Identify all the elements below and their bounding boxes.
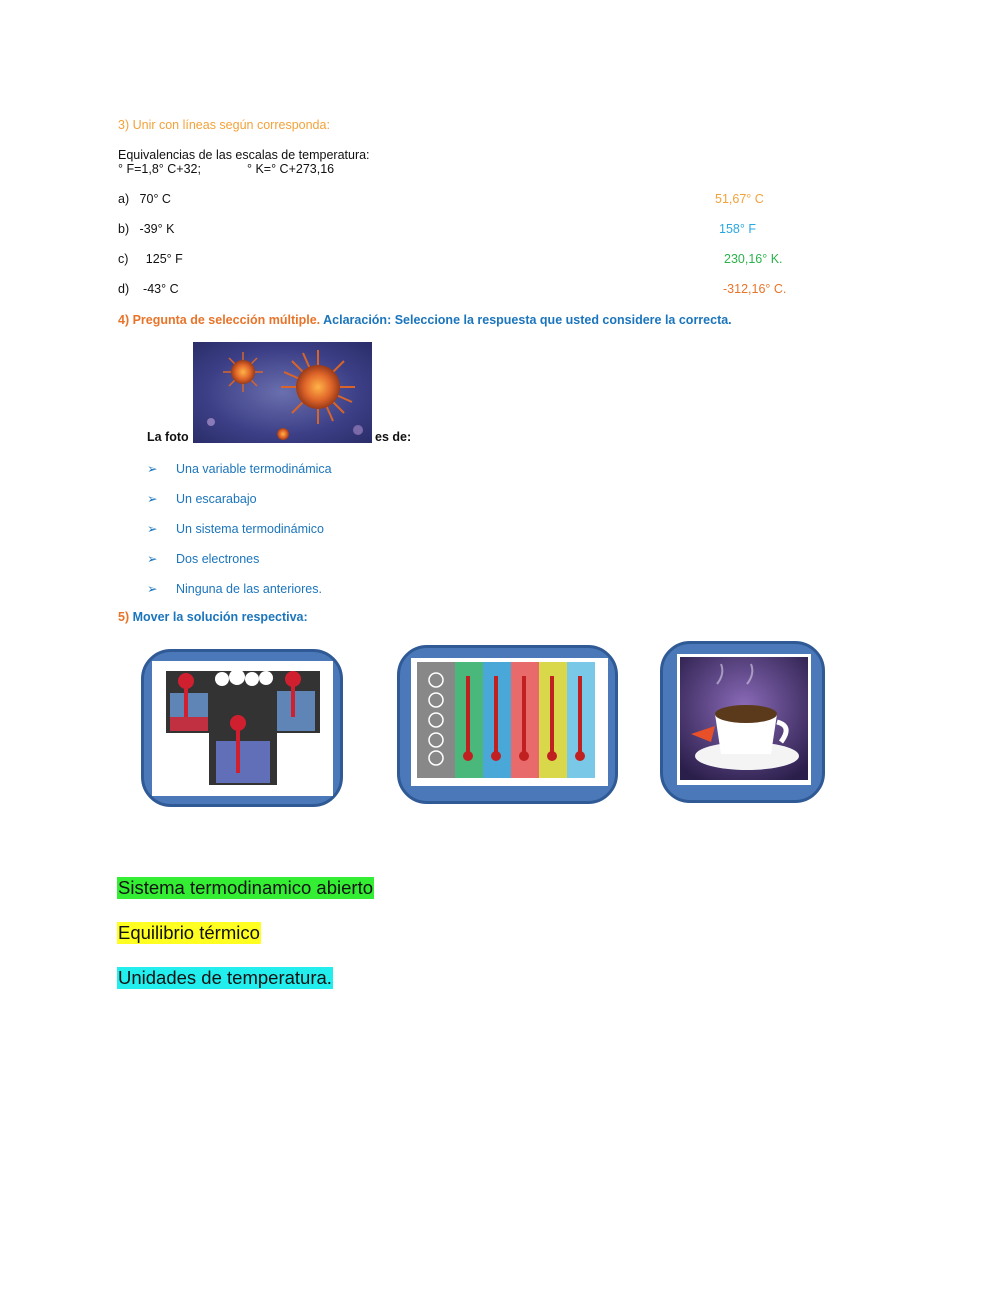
prompt-before: La foto — [147, 430, 189, 444]
answer-thermal-equilibrium[interactable]: Equilibrio térmico — [118, 922, 260, 943]
row-letter: a) — [118, 192, 130, 206]
match-answer-1[interactable]: 51,67° C — [715, 192, 764, 206]
formula-line — [118, 162, 334, 176]
option-label: Dos electrones — [176, 552, 260, 566]
arrowhead-bullet-icon: ➢ — [147, 522, 158, 536]
option-2[interactable] — [147, 491, 257, 506]
arrowhead-bullet-icon: ➢ — [147, 582, 158, 596]
match-answer-4[interactable]: -312,16° C. — [723, 282, 787, 296]
drop-zone-coffee[interactable] — [660, 641, 825, 803]
match-row-c — [118, 252, 183, 266]
arrowhead-bullet-icon: ➢ — [147, 462, 158, 476]
row-letter: b) — [118, 222, 130, 236]
match-row-b — [118, 222, 174, 236]
row-value[interactable]: -39° K — [139, 222, 175, 236]
formula-fahrenheit: ° F=1,8° C+32; — [118, 162, 201, 176]
row-value[interactable]: 125° F — [145, 252, 183, 266]
option-5[interactable] — [147, 581, 322, 596]
prompt-after: es de: — [375, 430, 412, 444]
question-title: 4) Pregunta de selección múltiple. — [118, 313, 321, 327]
thermometers-image — [411, 658, 608, 786]
row-value[interactable]: 70° C — [139, 192, 171, 206]
option-3[interactable] — [147, 521, 324, 536]
match-row-a — [118, 192, 171, 206]
clarification-text: Aclaración: Seleccione la respuesta que usted considere la correcta. — [323, 313, 732, 327]
section5-title — [118, 610, 308, 624]
answer-temperature-units[interactable]: Unidades de temperatura. — [118, 967, 332, 988]
formula-kelvin: ° K=° C+273,16 — [246, 162, 335, 176]
tanks-image — [152, 661, 333, 796]
option-4[interactable] — [147, 551, 259, 566]
virus-illustration — [193, 342, 372, 443]
answer-open-system[interactable]: Sistema termodinamico abierto — [118, 877, 373, 898]
section5-text: Mover la solución respectiva: — [132, 610, 308, 624]
arrowhead-bullet-icon: ➢ — [147, 492, 158, 506]
option-label: Una variable termodinámica — [176, 462, 332, 476]
match-answer-3[interactable]: 230,16° K. — [724, 252, 783, 266]
coffee-image — [677, 654, 811, 785]
section5-number: 5) — [118, 610, 130, 624]
drop-zone-tanks[interactable] — [141, 649, 343, 807]
option-label: Un sistema termodinámico — [176, 522, 324, 536]
option-label: Ninguna de las anteriores. — [176, 582, 322, 596]
arrowhead-bullet-icon: ➢ — [147, 552, 158, 566]
match-answer-2[interactable]: 158° F — [719, 222, 756, 236]
drop-zone-thermometers[interactable] — [397, 645, 618, 804]
option-1[interactable] — [147, 461, 332, 476]
option-label: Un escarabajo — [176, 492, 257, 506]
section3-title: 3) Unir con líneas según corresponda: — [118, 118, 330, 132]
equivalences-title: Equivalencias de las escalas de temperatura: — [118, 148, 370, 162]
row-value[interactable]: -43° C — [143, 282, 179, 296]
row-letter: c) — [118, 252, 129, 266]
section4-title — [118, 313, 732, 327]
match-row-d — [118, 282, 179, 296]
virus-photo — [193, 342, 372, 443]
row-letter: d) — [118, 282, 130, 296]
